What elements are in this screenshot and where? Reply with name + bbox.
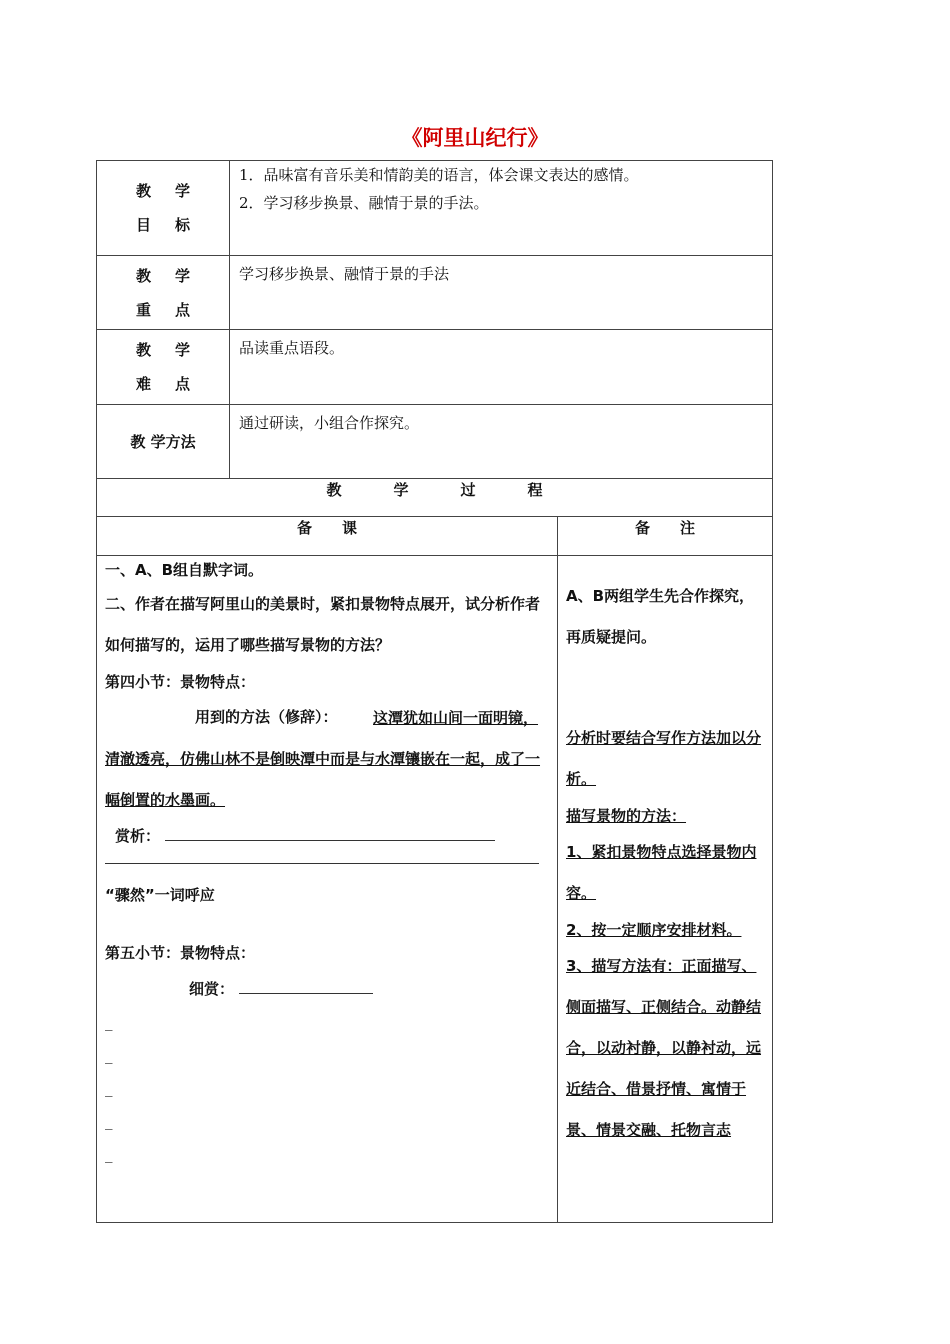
- label-teaching-method: 教 学方法: [97, 405, 230, 479]
- label-key-points: 教学 重点: [97, 256, 230, 330]
- header-notes: 备注: [558, 517, 773, 556]
- detail-blank: [239, 977, 373, 994]
- row-difficulties: [97, 330, 773, 405]
- row-teaching-process: [97, 479, 773, 517]
- answer-line: _: [105, 1079, 113, 1097]
- notes-content: A、B两组学生先合作探究，再质疑提问。 分析时要结合写作方法加以分析。 描写景物的方法： 1、紧扣景物特点选择景物内容。 2、按一定顺序安排材料。 3、描写方法有：正面描写、侧面描写、正侧结合。动静结合，以动衬静，以静衬动，远近结合、借景抒情、寓情于景、情景交融、托物言志: [558, 556, 773, 1223]
- row-teaching-method: [97, 405, 773, 479]
- answer-line: _: [105, 1145, 113, 1163]
- label-teaching-process: 教学过程: [97, 479, 773, 517]
- blank-line: [105, 851, 539, 864]
- header-prep: 备课: [97, 517, 558, 556]
- label-difficulties: 教学 难点: [97, 330, 230, 405]
- page-title: 《阿里山纪行》: [401, 126, 549, 150]
- prep-content: 一、A、B组自默字词。 二、作者在描写阿里山的美景时，紧扣景物特点展开，试分析作者如何描写的，运用了哪些描写景物的方法？ 第四小节：景物特点： 用到的方法（修辞）： 这潭犹如山间一面明镜，清澈透亮，仿佛山林不是倒映潭中而是与水潭镶嵌在一起，成了一幅倒置的水墨画。 赏析： “骤然”一词呼应 第五小节：景物特点： 细赏： _ _ _ _ _: [97, 556, 558, 1223]
- row-key-points: [97, 256, 773, 330]
- row-teaching-goals: [97, 161, 773, 256]
- content-teaching-method: 通过研读，小组合作探究。: [230, 405, 773, 479]
- answer-line: _: [105, 1013, 113, 1031]
- content-key-points: 学习移步换景、融情于景的手法: [230, 256, 773, 330]
- label-teaching-goals: 教学 目标: [97, 161, 230, 256]
- appreciation-blank: [165, 824, 495, 841]
- content-teaching-goals: 1．品味富有音乐美和情韵美的语言，体会课文表达的感情。 2．学习移步换景、融情于景的手法。: [230, 161, 773, 256]
- row-main-content: [97, 556, 773, 1223]
- lesson-plan-table: [96, 160, 773, 1223]
- content-difficulties: 品读重点语段。: [230, 330, 773, 405]
- answer-line: _: [105, 1046, 113, 1064]
- method-answer: 这潭犹如山间一面明镜，清澈透亮，仿佛山林不是倒映潭中而是与水潭镶嵌在一起，成了一幅倒置的水墨画。: [105, 709, 541, 809]
- answer-line: _: [105, 1112, 113, 1130]
- row-column-headers: [97, 517, 773, 556]
